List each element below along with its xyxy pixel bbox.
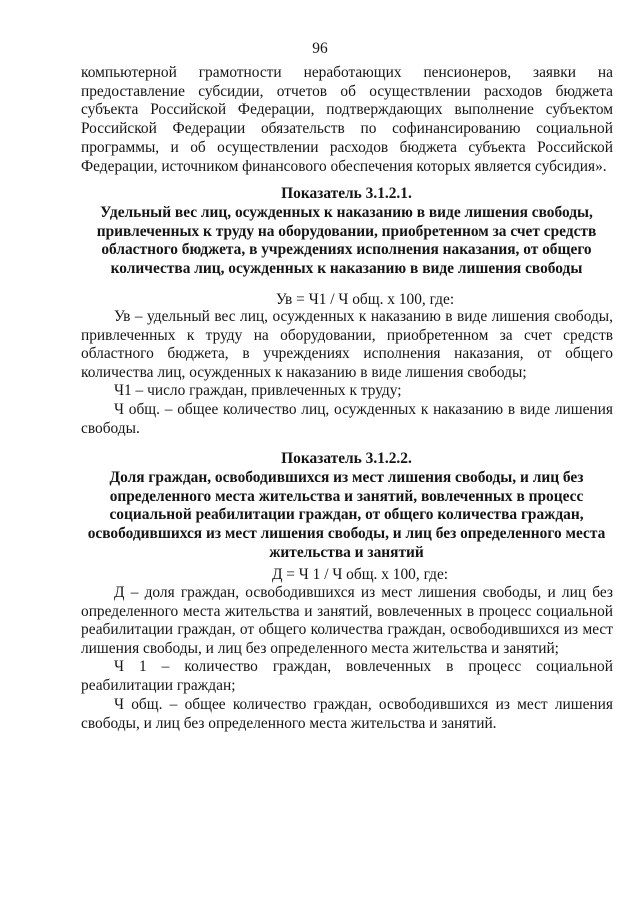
indicator-1-definition-ch-total: Ч общ. – общее количество лиц, осужденных к наказанию в виде лишения свободы.	[81, 401, 613, 437]
intro-paragraph: компьютерной грамотности неработающих пенсионеров, заявки на предоставление субсидии, отчетов об осуществлении расходов бюджета субъекта Российской Федерации, подтверждающих выполнение субъектом Российской Федерации обязательств по софинансированию социальной программы, и об осуществлении расходов бюджета субъекта Российской Федерации, источником финансового обеспечения которых является субсидия».	[81, 64, 613, 175]
indicator-2-formula: Д = Ч 1 / Ч общ. х 100, где:	[271, 566, 449, 583]
indicator-2-title: Доля граждан, освободившихся из мест лишения свободы, и лиц без определенного места жительства и занятий, вовлеченных в процесс социальной реабилитации граждан, от общего количества граждан, освободившихся из мест лишения свободы, и лиц без определенного места жительства и занятий	[87, 469, 606, 561]
indicator-2-definition-ch1: Ч 1 – количество граждан, вовлеченных в процесс социальной реабилитации граждан;	[81, 658, 613, 694]
indicator-1-definition-ch1: Ч1 – число граждан, привлеченных к труду;	[114, 382, 402, 399]
indicator-1-definition-uv: Ув – удельный вес лиц, осужденных к наказанию в виде лишения свободы, привлеченных к труду на оборудовании, приобретенном за счет средств областного бюджета, в учреждениях исполнения наказания, от общего количества лиц, осужденных к наказанию в виде лишения свободы;	[81, 308, 613, 382]
indicator-1-formula: Ув = Ч1 / Ч общ. х 100, где:	[275, 291, 455, 308]
indicator-2-definition-ch-total: Ч общ. – общее количество граждан, освободившихся из мест лишения свободы, и лиц без определенного места жительства и занятий.	[81, 696, 613, 732]
page-number: 96	[312, 40, 328, 57]
indicator-1-heading: Показатель 3.1.2.1.	[281, 185, 412, 202]
indicator-2-heading: Показатель 3.1.2.2.	[281, 450, 412, 467]
indicator-1-title: Удельный вес лиц, осужденных к наказанию в виде лишения свободы, привлеченных к труду на оборудовании, приобретенном за счет средств областного бюджета, в учреждениях исполнения наказания, от общего количества лиц, осужденных к наказанию в виде лишения свободы	[96, 204, 597, 278]
indicator-2-definition-d: Д – доля граждан, освободившихся из мест лишения свободы, и лиц без определенного места жительства и занятий, вовлеченных в процесс социальной реабилитации граждан, от общего количества граждан, освободившихся из мест лишения свободы, и лиц без определенного места жительства и занятий;	[81, 584, 613, 658]
